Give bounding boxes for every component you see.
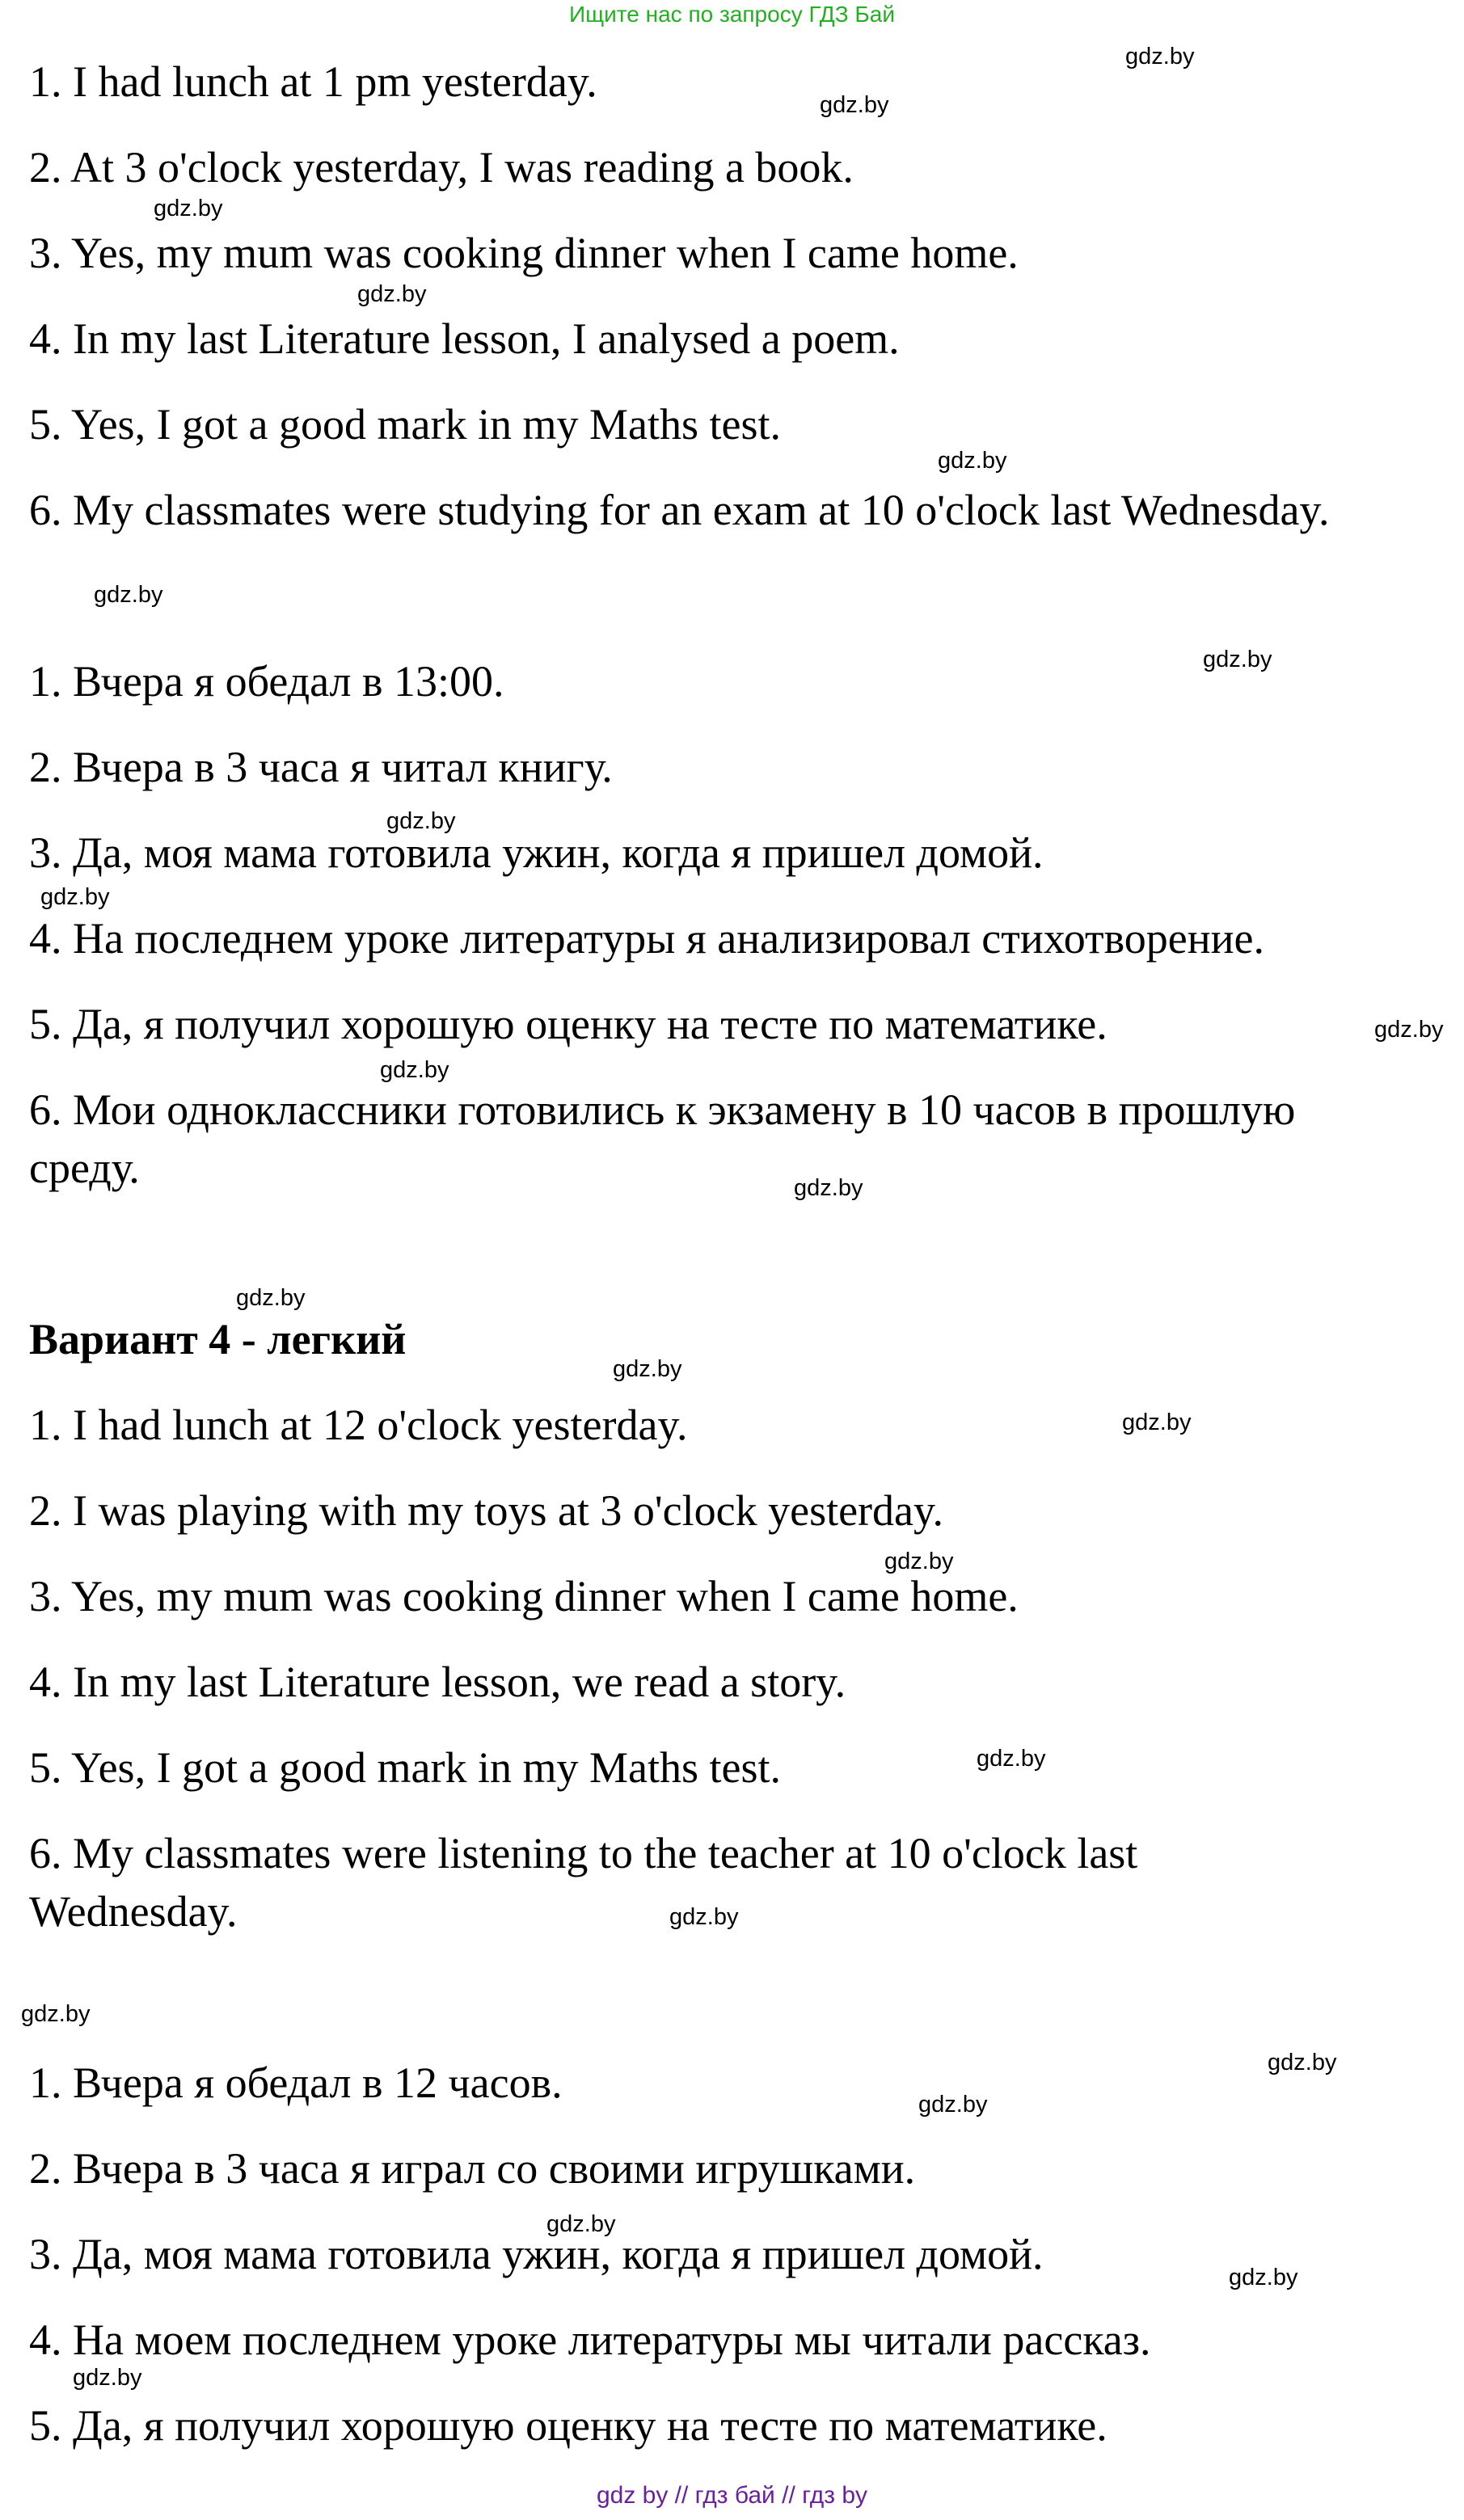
answer-line: 1. I had lunch at 1 pm yesterday. <box>29 57 597 106</box>
answer-line: 5. Yes, I got a good mark in my Maths test. <box>29 1743 781 1792</box>
watermark: gdz.by <box>613 1356 682 1382</box>
top-banner: Ищите нас по запросу ГДЗ Бай <box>568 2 896 27</box>
answer-line: 2. I was playing with my toys at 3 o'clock yesterday. <box>29 1486 943 1535</box>
answer-line: 1. I had lunch at 12 o'clock yesterday. <box>29 1401 688 1449</box>
watermark: gdz.by <box>1203 647 1272 672</box>
watermark: gdz.by <box>669 1904 739 1930</box>
watermark: gdz.by <box>820 92 889 118</box>
watermark: gdz.by <box>380 1057 449 1083</box>
watermark: gdz.by <box>357 281 427 307</box>
watermark: gdz.by <box>1122 1410 1192 1435</box>
translation-line: 6. Мои одноклассники готовились к экзамену в 10 часов в прошлую <box>29 1085 1296 1134</box>
translation-line: 2. Вчера в 3 часа я читал книгу. <box>29 743 613 791</box>
answer-line: 2. At 3 o'clock yesterday, I was reading a book. <box>29 143 854 192</box>
watermark: gdz.by <box>546 2211 616 2237</box>
translation-line: 3. Да, моя мама готовила ужин, когда я пришел домой. <box>29 2230 1044 2278</box>
translation-line: 4. На последнем уроке литературы я анализировал стихотворение. <box>29 914 1264 963</box>
answer-line: 6. My classmates were listening to the teacher at 10 o'clock last <box>29 1829 1138 1877</box>
answer-line: 6. My classmates were studying for an exam at 10 o'clock last Wednesday. <box>29 486 1330 534</box>
watermark: gdz.by <box>21 2001 91 2027</box>
watermark: gdz.by <box>884 1549 954 1574</box>
watermark: gdz.by <box>1268 2050 1337 2075</box>
translation-line: 4. На моем последнем уроке литературы мы читали рассказ. <box>29 2316 1151 2364</box>
watermark: gdz.by <box>94 582 163 608</box>
answer-line: 3. Yes, my mum was cooking dinner when I came home. <box>29 229 1019 277</box>
answer-line: 4. In my last Literature lesson, I analysed a poem. <box>29 314 900 363</box>
translation-line: среду. <box>29 1144 140 1192</box>
translation-line: 1. Вчера я обедал в 13:00. <box>29 657 504 706</box>
watermark: gdz.by <box>918 2092 988 2118</box>
answer-line: Wednesday. <box>29 1887 238 1936</box>
translation-line: 1. Вчера я обедал в 12 часов. <box>29 2059 563 2107</box>
answer-line: 3. Yes, my mum was cooking dinner when I came home. <box>29 1572 1019 1620</box>
watermark: gdz.by <box>938 448 1007 474</box>
footer-banner: gdz by // гдз бай // гдз by <box>596 2482 868 2509</box>
translation-line: 3. Да, моя мама готовила ужин, когда я пришел домой. <box>29 828 1044 877</box>
watermark: gdz.by <box>1229 2265 1298 2290</box>
watermark: gdz.by <box>1374 1017 1444 1043</box>
answer-line: 5. Yes, I got a good mark in my Maths test. <box>29 400 781 449</box>
watermark: gdz.by <box>794 1175 863 1201</box>
watermark: gdz.by <box>154 196 223 221</box>
watermark: gdz.by <box>236 1285 306 1311</box>
watermark: gdz.by <box>977 1746 1046 1772</box>
watermark: gdz.by <box>40 884 110 910</box>
watermark: gdz.by <box>73 2365 142 2391</box>
translation-line: 2. Вчера в 3 часа я играл со своими игрушками. <box>29 2144 916 2193</box>
variant-heading: Вариант 4 - легкий <box>29 1315 407 1363</box>
translation-line: 5. Да, я получил хорошую оценку на тесте по математике. <box>29 1000 1107 1048</box>
watermark: gdz.by <box>386 808 456 834</box>
watermark: gdz.by <box>1125 44 1195 70</box>
translation-line: 5. Да, я получил хорошую оценку на тесте по математике. <box>29 2401 1107 2450</box>
answer-line: 4. In my last Literature lesson, we read a story. <box>29 1658 846 1706</box>
